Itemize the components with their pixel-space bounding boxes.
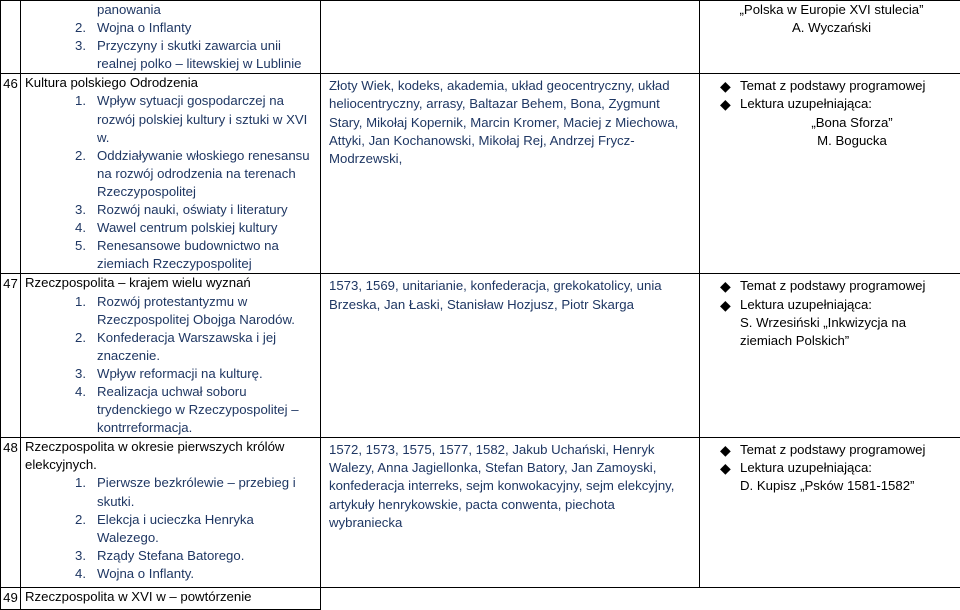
terms-cell (321, 1, 700, 74)
topic-cell (21, 74, 321, 274)
list-item: 2. Elekcja i ucieczka Henryka Walezego. (21, 511, 320, 547)
reading-title: „Bona Sforza” (720, 114, 947, 132)
topic-cell (21, 274, 321, 438)
bullet-icon: ◆ (720, 95, 740, 113)
list-item: 4. Wojna o Inflanty. (21, 565, 320, 583)
row-number: 46 (1, 74, 21, 274)
bullet-item: ◆ Lektura uzupełniająca: (720, 95, 960, 113)
list-item: 3. Wpływ reformacji na kulturę. (21, 365, 320, 383)
reading-title: S. Wrzesiński „Inkwizycja na ziemiach Polskich” (720, 314, 940, 350)
reading-author: A. Wyczański (700, 19, 960, 37)
bullet-icon: ◆ (720, 277, 740, 295)
row-number: 48 (1, 438, 21, 588)
list-item: 4. Realizacja uchwał soboru trydenckiego w Rzeczypospolitej – kontrreformacja. (21, 383, 320, 437)
topic-title: Kultura polskiego Odrodzenia (21, 74, 320, 92)
terms-cell (321, 74, 700, 274)
row-number-cell (1, 1, 21, 74)
topic-title: Rzeczpospolita w XVI w – powtórzenie (21, 588, 320, 606)
terms-text: 1573, 1569, unitarianie, konfederacja, grekokatolicy, unia Brzeska, Jan Łaski, Stanisław Hozjusz, Piotr Skarga (321, 274, 699, 313)
topic-cell (21, 438, 321, 588)
table-row-48 (1, 438, 960, 588)
table-row-47 (1, 274, 960, 438)
bullet-icon: ◆ (720, 441, 740, 459)
bullet-item: ◆ Lektura uzupełniająca: (720, 296, 960, 314)
bullet-item: ◆ Lektura uzupełniająca: (720, 459, 960, 477)
supplementary-cell (700, 588, 960, 610)
bullet-icon: ◆ (720, 296, 740, 314)
row-number: 47 (1, 274, 21, 438)
list-item: 2. Konfederacja Warszawska i jej znaczenie. (21, 329, 320, 365)
list-item: 2. Oddziaływanie włoskiego renesansu na rozwój odrodzenia na terenach Rzeczypospolitej (21, 147, 320, 201)
list-item: 3. Przyczyny i skutki zawarcia unii realnej polko – litewskiej w Lublinie (21, 37, 320, 73)
list-item: 4. Wawel centrum polskiej kultury (21, 219, 320, 237)
bullet-item: ◆ Temat z podstawy programowej (720, 77, 960, 95)
supplementary-cell (700, 74, 960, 274)
topic-title: Rzeczpospolita w okresie pierwszych królów elekcyjnych. (21, 438, 320, 474)
list-item: 5. Renesansowe budownictwo na ziemiach Rzeczypospolitej (21, 237, 320, 273)
list-item: 1. Pierwsze bezkrólewie – przebieg i skutki. (21, 474, 320, 510)
terms-cell (321, 588, 700, 610)
row-number: 49 (1, 588, 21, 610)
list-item: 3. Rozwój nauki, oświaty i literatury (21, 201, 320, 219)
supplementary-cell (700, 274, 960, 438)
bullet-icon: ◆ (720, 459, 740, 477)
topic-cell (21, 1, 321, 74)
topic-cell (21, 588, 321, 610)
list-item: 2. Wojna o Inflanty (21, 19, 320, 37)
terms-cell (321, 274, 700, 438)
supplementary-cell (700, 1, 960, 74)
bullet-icon: ◆ (720, 77, 740, 95)
terms-text: 1572, 1573, 1575, 1577, 1582, Jakub Uchański, Henryk Walezy, Anna Jagiellonka, Stefan Batory, Jan Zamoyski, konfederacja interreks, sejm konwokacyjny, sejm elekcyjny, artykuły henrykowskie, pacta conwenta, piechota wybraniecka (321, 438, 699, 531)
reading-title: „Polska w Europie XVI stulecia” (700, 1, 960, 19)
bullet-item: ◆ Temat z podstawy programowej (720, 277, 960, 295)
supplementary-cell (700, 438, 960, 588)
reading-author: M. Bogucka (720, 132, 947, 150)
list-item: 1. Rozwój protestantyzmu w Rzeczpospolitej Obojga Narodów. (21, 293, 320, 329)
topic-title: Rzeczpospolita – krajem wielu wyznań (21, 274, 320, 292)
list-item: 3. Rządy Stefana Batorego. (21, 547, 320, 565)
reading-title: D. Kupisz „Psków 1581-1582” (720, 477, 960, 495)
terms-text: Złoty Wiek, kodeks, akademia, układ geocentryczny, układ heliocentryczny, arrasy, Baltazar Behem, Bona, Zygmunt Stary, Mikołaj Kopernik, Marcin Kromer, Maciej z Miechowa, Attyki, Jan Kochanowski, Mikołaj Rej, Andrzej Frycz-Modrzewski, (321, 74, 699, 167)
list-item: 1. Wpływ sytuacji gospodarczej na rozwój polskiej kultury i sztuki w XVI w. (21, 92, 320, 146)
topic-continuation: panowania (21, 1, 320, 19)
bullet-item: ◆ Temat z podstawy programowej (720, 441, 960, 459)
terms-cell (321, 438, 700, 588)
table-row-49 (1, 588, 960, 610)
table-row-continued (1, 1, 960, 74)
table-row-46 (1, 74, 960, 274)
